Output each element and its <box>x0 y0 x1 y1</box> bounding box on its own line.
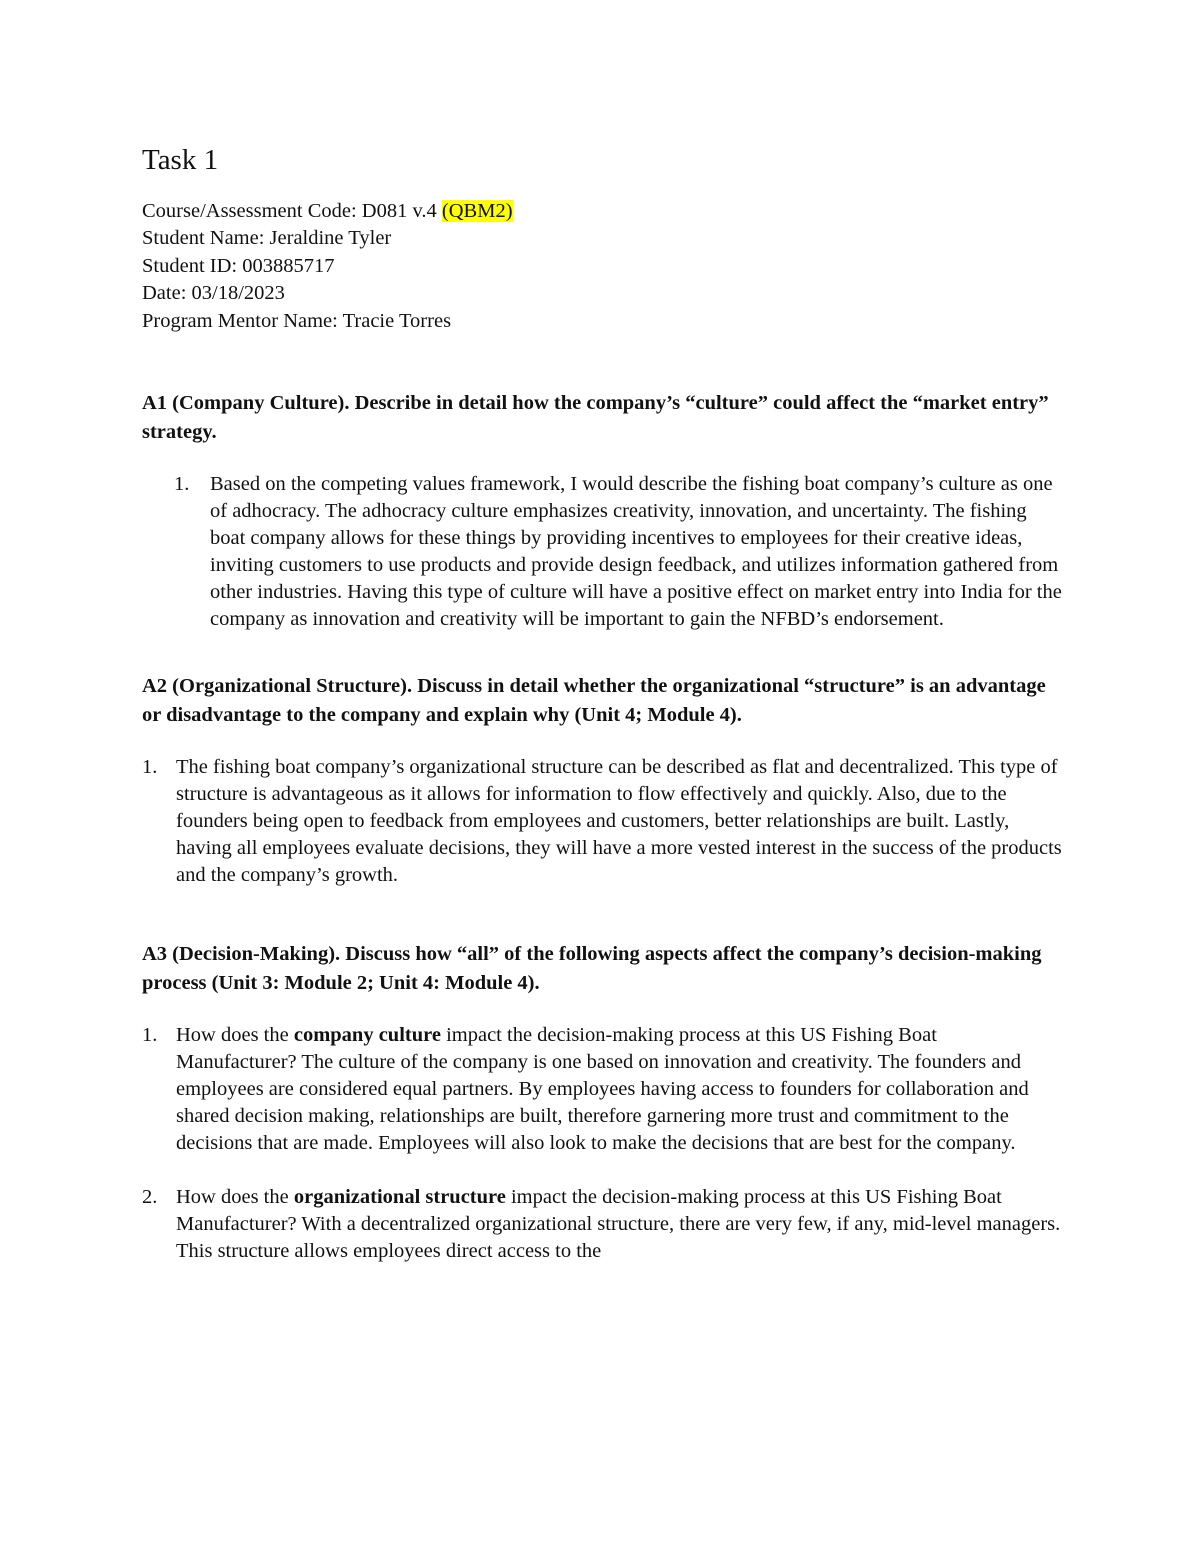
course-code-label: Course/Assessment Code: D081 v.4 <box>142 200 442 222</box>
header-meta <box>142 198 1062 335</box>
bold-term: organizational structure <box>293 1186 506 1209</box>
answer-text: Based on the competing values framework, I would describe the fishing boat company’s culture as one of adhocracy. The adhocracy culture emphasizes creativity, innovation, and uncertainty. The fishing boat company allows for these things by providing incentives to employees for their creative ideas, inviting customers to use products and provide design feedback, and utilizes information gathered from other industries. Having this type of culture will have a positive effect on market entry into India for the company as innovation and creativity will be important to gain the NFBD’s endorsement. <box>210 473 1062 631</box>
answer-text: How does the organizational structure impact the decision-making process at this US Fishing Boat Manufacturer? With a decentralized organizational structure, there are very few, if any, mid-level managers. This structure allows employees direct access to the <box>176 1186 1061 1263</box>
section-a2-heading: A2 (Organizational Structure). Discuss in detail whether the organizational “structure” is an advantage or disadvantage to the company and explain why (Unit 4; Module 4). <box>142 675 1046 727</box>
list-number: 2. <box>142 1186 158 1209</box>
mentor-name: Program Mentor Name: Tracie Torres <box>142 309 452 332</box>
course-code-highlight: (QBM2) <box>441 200 513 222</box>
document-page <box>142 140 1062 1265</box>
student-id: Student ID: 003885717 <box>142 254 335 277</box>
answer-text: The fishing boat company’s organizational structure can be described as flat and decentralized. This type of structure is advantageous as it allows for information to flow effectively and quickly. Also, due to the founders being open to feedback from employees and customers, better relationships are built. Lastly, having all employees evaluate decisions, they will have a more vested interest in the success of the products and the company’s growth. <box>176 756 1062 887</box>
list-item <box>142 1184 1062 1265</box>
answer-text: How does the company culture impact the decision-making process at this US Fishing Boat Manufacturer? The culture of the company is one based on innovation and creativity. The founders and employees are considered equal partners. By employees having access to founders for collaboration and shared decision making, relationships are built, therefore garnering more trust and commitment to the decisions that are made. Employees will also look to make the decisions that are best for the company. <box>176 1024 1029 1155</box>
section-a1-heading: A1 (Company Culture). Describe in detail how the company’s “culture” could affect the “market entry” strategy. <box>142 392 1049 444</box>
section-a3-heading: A3 (Decision-Making). Discuss how “all” of the following aspects affect the company’s decision-making process (Unit 3: Module 2; Unit 4: Module 4). <box>142 943 1042 995</box>
page-title: Task 1 <box>142 144 219 176</box>
bold-term: company culture <box>293 1024 441 1047</box>
list-item <box>142 1022 1062 1157</box>
student-name: Student Name: Jeraldine Tyler <box>142 227 392 250</box>
section-a2-answer <box>142 754 1062 889</box>
course-code-line <box>142 198 1062 225</box>
list-number: 1. <box>174 473 190 496</box>
list-number: 1. <box>142 756 158 779</box>
list-number: 1. <box>142 1024 158 1047</box>
date: Date: 03/18/2023 <box>142 282 285 305</box>
section-a1-answer <box>142 471 1062 633</box>
